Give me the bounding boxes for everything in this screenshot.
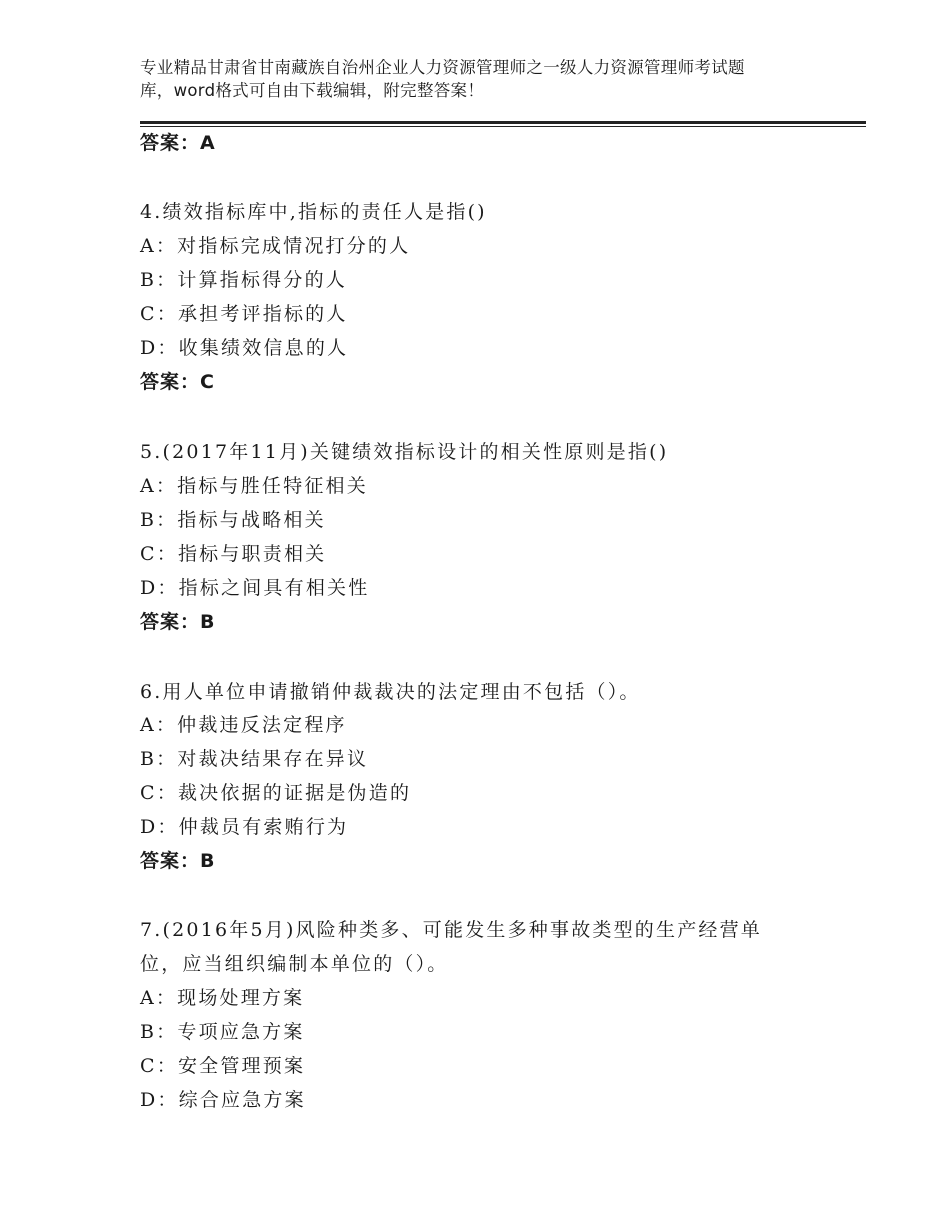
question-5-option-b: B：指标与战略相关 [140,509,326,531]
question-7-title: 7.(2016年5月)风险种类多、可能发生多种事故类型的生产经营单位，应当组织编制本单位的（）。 [140,919,762,975]
question-7-option-c: C：安全管理预案 [140,1055,306,1077]
question-4-option-b: B：计算指标得分的人 [140,269,347,291]
question-6-option-a: A：仲裁违反法定程序 [140,714,347,736]
question-7-option-a: A：现场处理方案 [140,987,305,1009]
question-6-option-d: D：仲裁员有索贿行为 [140,816,349,838]
question-7-option-d: D：综合应急方案 [140,1089,306,1111]
question-5-option-a: A：指标与胜任特征相关 [140,475,368,497]
question-6-option-c: C：裁决依据的证据是伪造的 [140,782,412,804]
header-line-2: 库，word格式可自由下载编辑，附完整答案！ [140,81,485,100]
question-6-answer: 答案：B [140,850,216,872]
question-6-option-b: B：对裁决结果存在异议 [140,748,369,770]
question-6-title: 6.用人单位申请撤销仲裁裁决的法定理由不包括（）。 [140,681,641,703]
previous-answer: 答案：A [140,132,216,154]
header-line-1: 专业精品甘肃省甘南藏族自治州企业人力资源管理师之一级人力资源管理师考试题 [140,58,745,77]
header-rule-thick [140,121,866,124]
question-4-option-c: C：承担考评指标的人 [140,303,348,325]
question-4-option-d: D：收集绩效信息的人 [140,337,349,359]
question-4-answer: 答案：C [140,371,215,393]
question-7-option-b: B：专项应急方案 [140,1021,305,1043]
question-5-option-d: D：指标之间具有相关性 [140,577,370,599]
question-5-title: 5.(2017年11月)关键绩效指标设计的相关性原则是指() [140,441,669,463]
question-4-title: 4.绩效指标库中,指标的责任人是指() [140,201,487,223]
question-5-answer: 答案：B [140,611,216,633]
question-5-option-c: C：指标与职责相关 [140,543,327,565]
document-header [140,56,840,102]
header-rule-thin [140,126,866,127]
question-4-option-a: A：对指标完成情况打分的人 [140,235,411,257]
